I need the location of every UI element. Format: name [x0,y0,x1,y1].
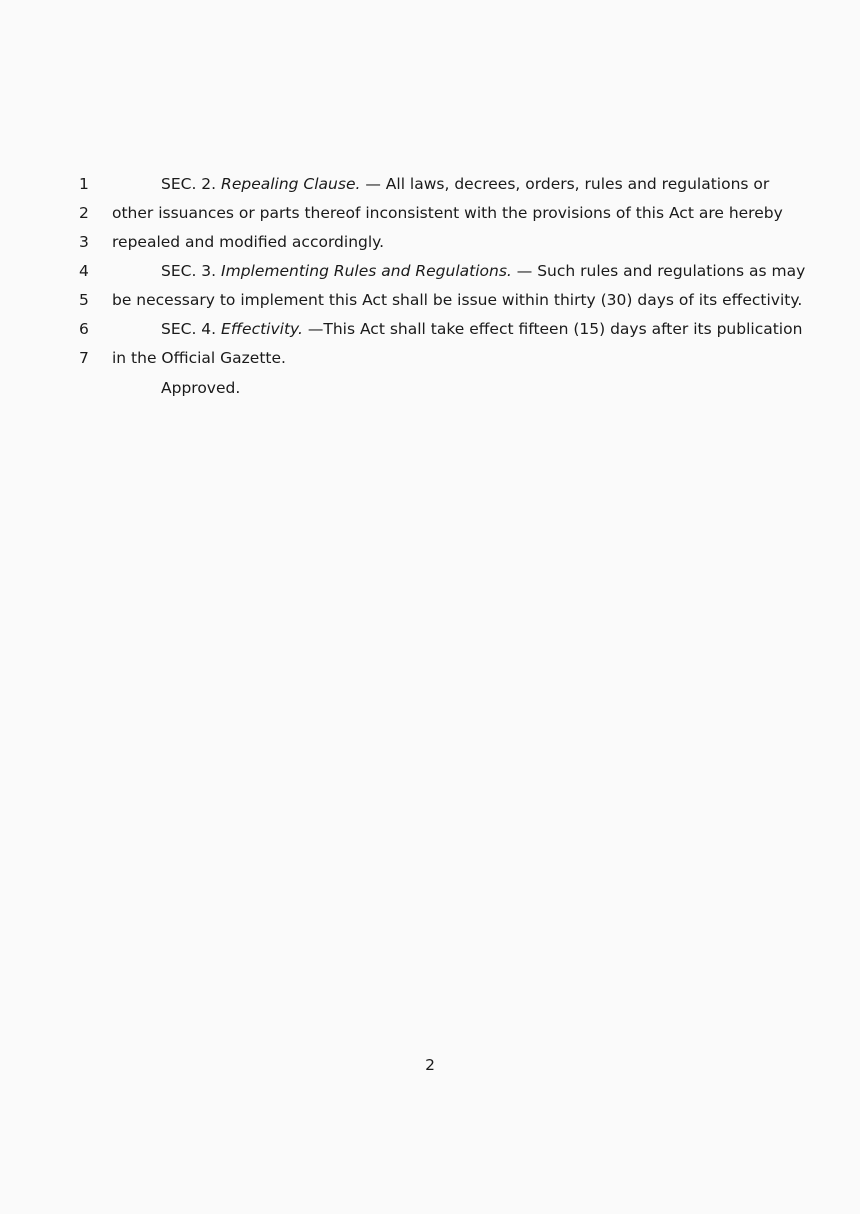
text-line [0,286,860,315]
page-number [0,1056,860,1074]
section-body: — Such rules and regulations as may [516,262,806,280]
line-text: in the Official Gazette. [112,349,286,367]
line-number: 7 [79,349,89,367]
section-title: Effectivity. [221,320,303,338]
line-number: 6 [79,320,89,338]
line-text: repealed and modified accordingly. [112,233,385,251]
text-line [0,344,860,373]
line-number: 2 [79,204,89,222]
line-number: 5 [79,291,89,309]
line-text: be necessary to implement this Act shall be issue within thirty (30) days of its effectivity. [112,291,803,309]
line-number: 4 [79,262,89,280]
page-number-text: 2 [425,1056,435,1074]
text-line [0,315,860,344]
section-label: SEC. 2. [161,175,217,193]
section-4-heading [161,315,803,344]
section-title: Repealing Clause. [221,175,361,193]
section-label: SEC. 4. [161,320,217,338]
section-label: SEC. 3. [161,262,217,280]
section-title: Implementing Rules and Regulations. [221,262,512,280]
text-line [0,228,860,257]
section-body: — All laws, decrees, orders, rules and regulations or [365,175,770,193]
section-3-heading [161,257,806,286]
text-line [0,257,860,286]
line-text: other issuances or parts thereof inconsistent with the provisions of this Act are hereby [112,204,783,222]
text-line [0,170,860,199]
approved-text: Approved. [161,379,241,397]
section-2-heading [161,170,770,199]
line-number: 1 [79,175,89,193]
closing-line [0,374,860,403]
line-number: 3 [79,233,89,251]
section-body: —This Act shall take effect fifteen (15) days after its publication [307,320,803,338]
text-line [0,199,860,228]
